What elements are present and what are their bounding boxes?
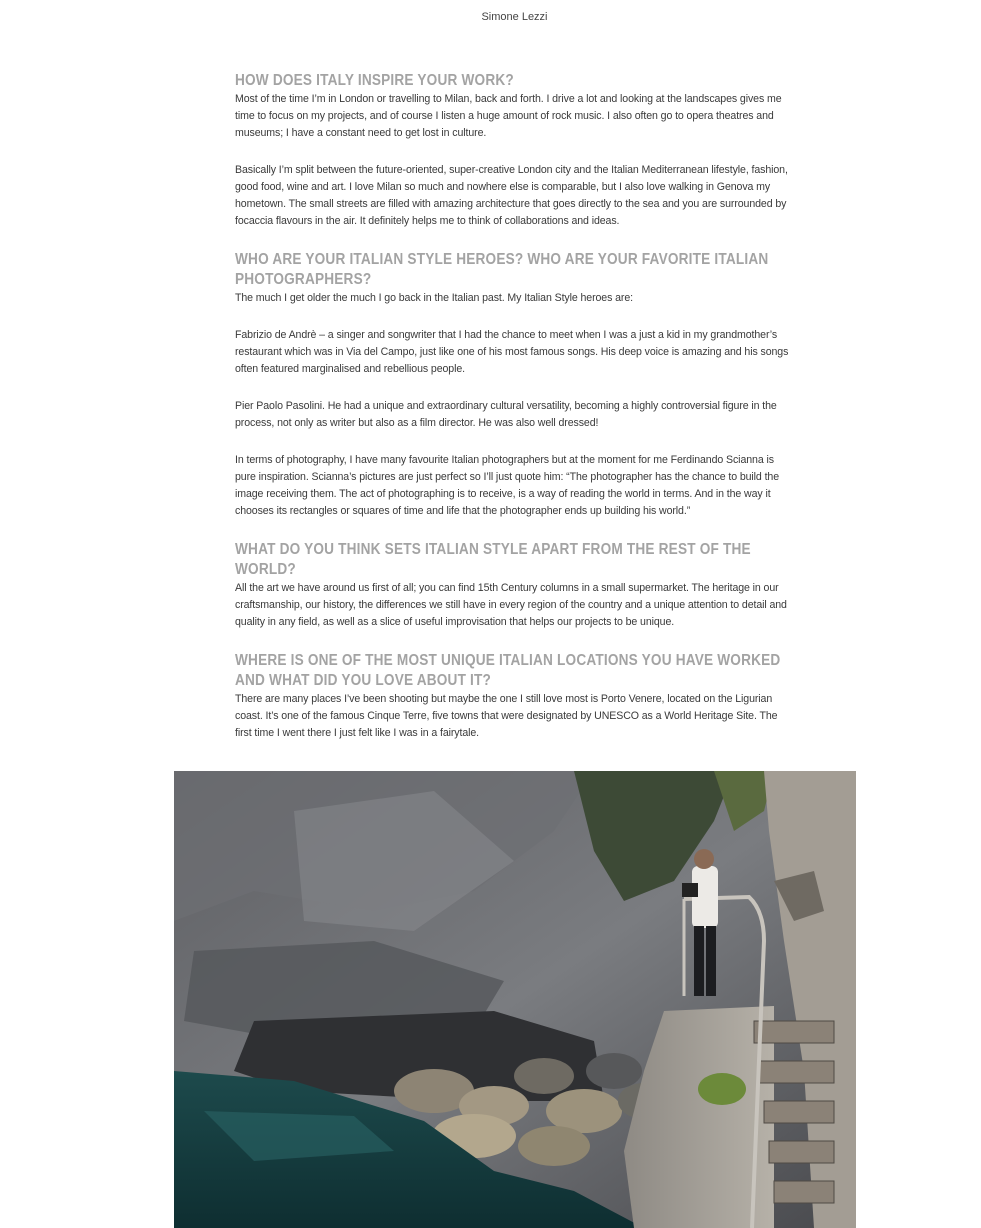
answer-paragraph: Pier Paolo Pasolini. He had a unique and extraordinary cultural versatility, becoming a highly controversial figure in the process, not only as writer but also as a film director. He was also well dressed! [235,400,777,429]
question-heading: WHO ARE YOUR ITALIAN STYLE HEROES? WHO ARE YOUR FAVORITE ITALIAN PHOTOGRAPHERS? [235,251,769,288]
answer-paragraph: There are many places I’ve been shooting but maybe the one I still love most is Porto Venere, located on the Ligurian coast. It’s one of the famous Cinque Terre, five towns that were designated by UNESCO as a World Heritage Site. The first time I went there I just felt like I was in a fairytale. [235,693,778,739]
answer-paragraph: In terms of photography, I have many favourite Italian photographers but at the moment for me Ferdinando Scianna is pure inspiration. Scianna’s pictures are just perfect so I’ll just quote him: “The photographer has the chance to build the image receiving them. The act of photographing is to receive, is a way of reading the world in terms. And in the way it chooses its rectangles or squares of time and life that the photographer ends up building his world.” [235,454,779,517]
question-heading: WHERE IS ONE OF THE MOST UNIQUE ITALIAN LOCATIONS YOU HAVE WORKED AND WHAT DID YOU LOVE ABOUT IT? [235,652,781,689]
porto-venere-photo [174,771,856,1228]
question-heading: WHAT DO YOU THINK SETS ITALIAN STYLE APART FROM THE REST OF THE WORLD? [235,541,751,578]
answer-paragraph: Most of the time I’m in London or travelling to Milan, back and forth. I drive a lot and looking at the landscapes gives me time to focus on my projects, and of course I listen a huge amount of rock music. I also often go to opera theatres and museums; I have a constant need to get lost in culture. [235,93,782,139]
author-byline: Simone Lezzi [481,11,548,23]
question-heading: HOW DOES ITALY INSPIRE YOUR WORK? [235,72,514,89]
answer-paragraph: The much I get older the much I go back in the Italian past. My Italian Style heroes are: [235,292,633,304]
interview-article [235,71,795,742]
answer-paragraph: Fabrizio de Andrè – a singer and songwriter that I had the chance to meet when I was a just a kid in my grandmother’s restaurant which was in Via del Campo, just like one of his most famous songs. His deep voice is amazing and his songs often featured marginalised and rebellious people. [235,329,789,375]
answer-paragraph: Basically I’m split between the future-oriented, super-creative London city and the Italian Mediterranean lifestyle, fashion, good food, wine and art. I love Milan so much and nowhere else is comparable, but I also love walking in Genova my hometown. The small streets are filled with amazing architecture that goes directly to the sea and you are surrounded by focaccia flavours in the air. It definitely helps me to think of collaborations and ideas. [235,164,788,227]
answer-paragraph: All the art we have around us first of all; you can find 15th Century columns in a small supermarket. The heritage in our craftsmanship, our history, the differences we still have in every region of the country and a unique attention to detail and quality in any field, as well as a slice of useful improvisation that helps our projects to be unique. [235,582,787,628]
